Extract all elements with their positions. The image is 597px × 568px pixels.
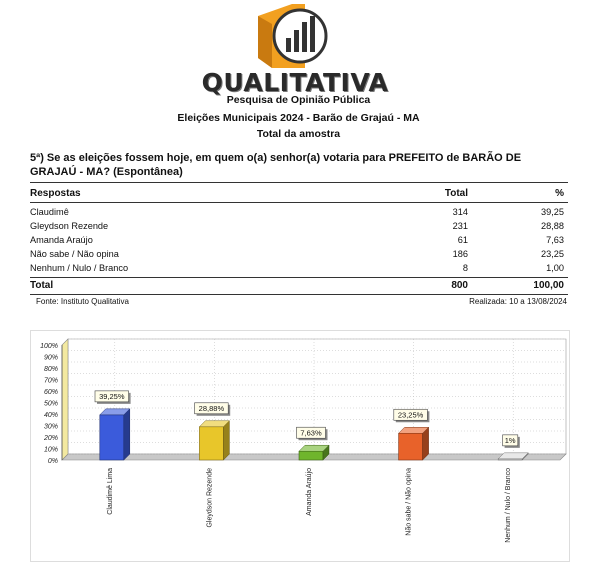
x-tick-label: Gleydson Rezende — [206, 468, 214, 528]
x-tick-label: Nenhum / Nulo / Branco — [505, 468, 513, 543]
total-label: Total — [30, 280, 54, 291]
header-pct: % — [555, 188, 564, 199]
y-tick-label: 90% — [43, 354, 58, 362]
row-label: Nenhum / Nulo / Branco — [30, 263, 129, 273]
row-label: Claudimê — [30, 207, 69, 217]
row-pct: 39,25 — [541, 207, 564, 217]
data-label: 23,25% — [397, 410, 424, 420]
x-tick-label: Não sabe / Não opina — [405, 468, 413, 536]
row-label: Não sabe / Não opina — [30, 249, 119, 259]
question-text: 5ª) Se as eleições fossem hoje, em quem o(a) senhor(a) votaria para PREFEITO de BARÃO DE GRAJAÚ - MA? (Espontânea) — [30, 152, 522, 178]
y-tick-label: 30% — [43, 423, 58, 431]
y-tick-label: 70% — [43, 377, 58, 385]
bar-front — [100, 415, 124, 460]
y-tick-label: 0% — [47, 458, 58, 465]
y-tick-label: 20% — [43, 435, 58, 442]
row-pct: 28,88 — [541, 221, 564, 231]
survey-subtitle: Pesquisa de Opinião Pública — [226, 94, 371, 106]
row-total: 231 — [452, 221, 468, 231]
y-tick-label: 80% — [43, 366, 58, 373]
total-pct: 100,00 — [533, 280, 564, 291]
header-total: Total — [444, 188, 468, 199]
total-count: 800 — [451, 280, 468, 291]
source-note: Fonte: Instituto Qualitativa — [36, 297, 129, 306]
row-label: Gleydson Rezende — [30, 221, 109, 231]
y-tick-label: 10% — [43, 446, 58, 454]
bar-side — [124, 409, 130, 460]
y-tick-label: 50% — [43, 400, 58, 408]
sample-title: Total da amostra — [256, 128, 341, 140]
row-total: 8 — [462, 263, 468, 273]
row-total: 314 — [452, 207, 468, 217]
bar-front — [299, 451, 323, 460]
y-tick-label: 60% — [43, 389, 58, 396]
bar-front — [199, 427, 223, 460]
data-label: 39,25% — [99, 392, 125, 402]
row-pct: 1,00 — [546, 263, 564, 273]
brand-name: QUALITATIVA — [201, 68, 389, 97]
row-total: 186 — [452, 249, 468, 259]
header-respostas: Respostas — [30, 188, 81, 199]
y-tick-label: 40% — [43, 412, 58, 419]
row-total: 61 — [457, 235, 468, 245]
bar-side — [223, 421, 229, 460]
row-label: Amanda Araújo — [30, 235, 93, 245]
row-pct: 23,25 — [541, 249, 564, 259]
x-tick-label: Amanda Araújo — [306, 468, 313, 516]
x-tick-label: Claudimê Lima — [106, 468, 114, 515]
chart-side-wall — [62, 339, 68, 460]
data-label: 28,88% — [198, 404, 225, 414]
election-title: Eleições Municipais 2024 - Barão de Grajaú - MA — [177, 112, 420, 124]
data-label: 1% — [504, 436, 516, 446]
y-tick-label: 100% — [40, 343, 58, 350]
survey-date: Realizada: 10 a 13/08/2024 — [469, 297, 567, 306]
row-pct: 7,63 — [546, 235, 564, 245]
data-label: 7,63% — [300, 428, 322, 438]
bar-front — [399, 433, 423, 460]
